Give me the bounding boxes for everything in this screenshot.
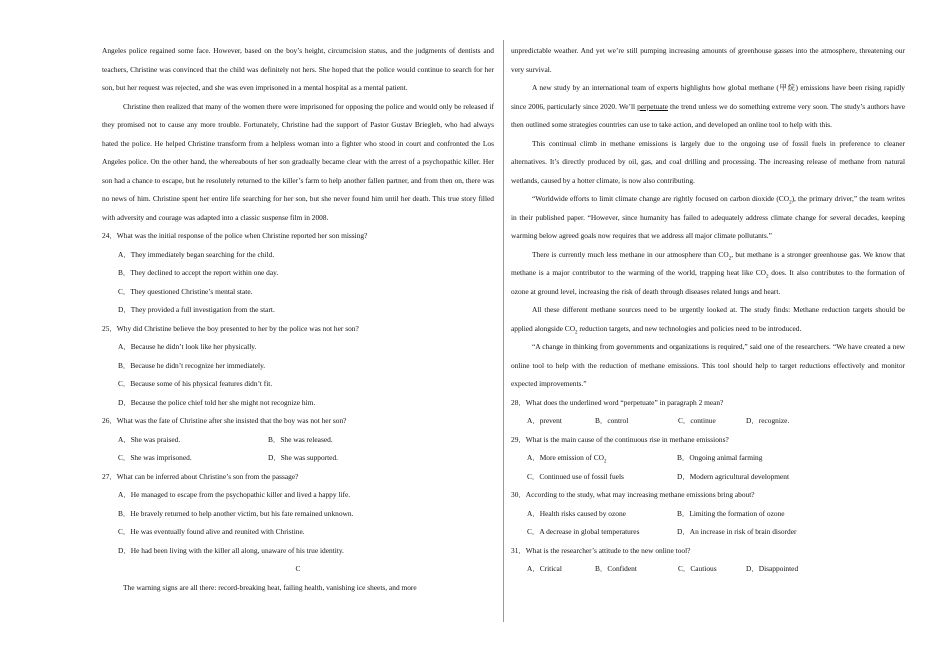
question-25: 25．Why did Christine believe the boy presented to her by the police was not her son?: [102, 323, 359, 333]
option-31d: D．Disappointed: [746, 564, 799, 573]
option-26a: A．She was praised.: [118, 434, 181, 444]
question-29: 29．What is the main cause of the continuous rise in methane emissions?: [511, 434, 729, 444]
options-30-row1: [527, 505, 905, 524]
options-29-row2: [527, 468, 905, 487]
option-24d: D．They provided a full investigation from the start.: [118, 305, 275, 314]
option-27a: A．He managed to escape from the psychopathic killer and lived a happy life.: [118, 490, 351, 499]
passage-c-paragraph: [511, 301, 905, 338]
underlined-word: perpetuate: [637, 101, 668, 111]
passage-c-paragraph: [511, 79, 905, 135]
option-28a: A．prevent: [527, 416, 562, 425]
passage-c-paragraph: [511, 190, 905, 246]
options-30-row2: [527, 523, 905, 542]
left-column: [102, 42, 494, 597]
section-heading-c: C: [295, 564, 301, 573]
passage-b-paragraph: Christine then realized that many of the women there were imprisoned for opposing the police and would only be released if they promised not to cause any more trouble. Fortunately, Christine had the support of Pastor Gustav Briegleb, who had always hated the police. He helped Christine transform from a helpless woman into a fighter who stood in court and confronted the Los Angeles police. On the other hand, the whereabouts of her son gradually became clear with the arrest of a psychopathic killer. Her son had a chance to escape, but he resolutely returned to the killer’s farm to help another fallen partner, and from then on, there was no news of him. Christine spent her entire life searching for her son, but she never found him until her death. This true story filled with adversity and courage was adapted into a classic suspense film in 2008.: [102, 101, 494, 222]
question-28: 28．What does the underlined word “perpetuate” in paragraph 2 mean?: [511, 397, 724, 407]
column-divider: [503, 40, 504, 622]
options-28: [527, 412, 905, 431]
question-30: 30．According to the study, what may increasing methane emissions bring about?: [511, 490, 755, 499]
subscript: 2: [728, 255, 732, 261]
option-30c: C．A decrease in global temperatures: [527, 527, 640, 536]
options-26-row1: [118, 431, 494, 450]
question-26: 26．What was the fate of Christine after she insisted that the boy was not her son?: [102, 416, 347, 425]
text-run: ), the primary driver,” the team writes in their published paper. “However, since humanity has failed to adequately address climate change for several decades, keeping warming below agreed goals now requires that we address all major climate pollutants.”: [511, 194, 905, 240]
option-29c: C．Continued use of fossil fuels: [527, 471, 624, 481]
subscript: 2: [575, 329, 578, 335]
option-26b: B．She was released.: [268, 434, 333, 444]
option-26c: C．She was imprisoned.: [118, 453, 192, 462]
option-31a: A．Critical: [527, 564, 562, 573]
option-26d: D．She was supported.: [268, 453, 338, 462]
passage-b-paragraph: Angeles police regained some face. However, based on the boy’s height, circumcision status, and the judgments of dentists and teachers, Christine was convinced that the child was definitely not hers. She hoped that the police would continue to search for her son, but her request was rejected, and she was even imprisoned in a mental hospital as a mental patient.: [102, 46, 494, 92]
text-run: does. It also contributes to the formation of ozone at ground level, increasing the risk of death through diseases related lungs and heart.: [511, 268, 906, 296]
option-25c: C．Because some of his physical features didn’t fit.: [118, 379, 273, 388]
options-26-row2: [118, 449, 494, 468]
passage-c-paragraph: unpredictable weather. And yet we’re still pumping increasing amounts of greenhouse gasses into the atmosphere, threatening our very survival.: [511, 46, 905, 74]
option-27d: D．He had been living with the killer all along, unaware of his true identity.: [118, 545, 344, 555]
option-28b: B．control: [595, 416, 629, 425]
option-31c: C．Cautious: [678, 564, 717, 573]
option-27c: C．He was eventually found alive and reunited with Christine.: [118, 527, 305, 536]
option-25a: A．Because he didn’t look like her physically.: [118, 342, 257, 351]
subscript: 2: [603, 459, 607, 465]
option-27b: B．He bravely returned to help another victim, but his fate remained unknown.: [118, 508, 354, 518]
option-28c: C．continue: [678, 416, 716, 425]
text-run: , but methane is a stronger greenhouse gas. We know that methane is a major contributor to the warming of the world, trapping heat like CO: [511, 249, 906, 277]
option-30a: A．Health risks caused by ozone: [527, 508, 626, 518]
question-31: 31．What is the researcher’s attitude to the new online tool?: [511, 545, 691, 555]
option-24a: A．They immediately began searching for the child.: [118, 249, 275, 259]
passage-c-paragraph: The warning signs are all there: record-breaking heat, failing health, vanishing ice sheets, and more: [123, 582, 417, 592]
text-run: reduction targets, and new technologies and policies need to be introduced.: [577, 323, 802, 333]
question-27: 27．What can be inferred about Christine’s son from the passage?: [102, 471, 299, 481]
subscript: 2: [789, 200, 792, 206]
option-25d: D．Because the police chief told her she might not recognize him.: [118, 397, 316, 407]
passage-c-paragraph: [511, 246, 905, 302]
question-24: 24．What was the initial response of the police when Christine reported her son missing?: [102, 231, 368, 240]
text-run: All these different methane sources need to be urgently looked at. The study finds: Methane reduction targets should be applied alongside CO: [511, 305, 905, 333]
option-29a: [527, 449, 677, 468]
passage-c-paragraph: This continual climb in methane emissions is largely due to the ongoing use of fossil fuels in preference to cleaner alternatives. It’s directly produced by oil, gas, and coal drilling and processing. The increasing release of methane from natural wetlands, caused by a hotter climate, is now also contributing.: [511, 138, 905, 185]
passage-c-paragraph: “A change in thinking from governments and organizations is required,” said one of the researchers. “We have created a new online tool to help with the reduction of methane emissions. This tool should help to target reductions effectively and monitor expected improvements.”: [511, 342, 905, 388]
subscript: 2: [766, 274, 769, 280]
option-30d: D．An increase in risk of brain disorder: [677, 527, 797, 536]
text-run: A．More emission of CO: [527, 453, 604, 462]
options-31: [527, 560, 905, 579]
text-run: the trend unless we do something extreme very soon. The study’s authors have then outlined some strategies countries can use to take action, and developed an online tool to help with this.: [511, 101, 906, 129]
text-run: A new study by an international team of experts highlights how global methane (甲烷) emissions have been rising rapidly since 2006, particularly since 2020. We’ll: [511, 83, 905, 111]
option-25b: B．Because he didn’t recognize her immediately.: [118, 360, 266, 370]
option-24b: B．They declined to accept the report within one day.: [118, 268, 279, 277]
options-29-row1: [527, 449, 905, 468]
option-29b: B．Ongoing animal farming: [677, 453, 763, 462]
option-29d: D．Modern agricultural development: [677, 471, 790, 481]
text-run: “Worldwide efforts to limit climate change are rightly focused on carbon dioxide (CO: [532, 194, 790, 203]
option-24c: C．They questioned Christine’s mental state.: [118, 286, 253, 296]
option-30b: B．Limiting the formation of ozone: [677, 508, 785, 518]
option-31b: B．Confident: [595, 564, 637, 573]
option-28d: D．recognize.: [746, 416, 790, 425]
text-run: There is currently much less methane in our atmosphere than CO: [532, 249, 729, 259]
right-column: [511, 42, 905, 579]
